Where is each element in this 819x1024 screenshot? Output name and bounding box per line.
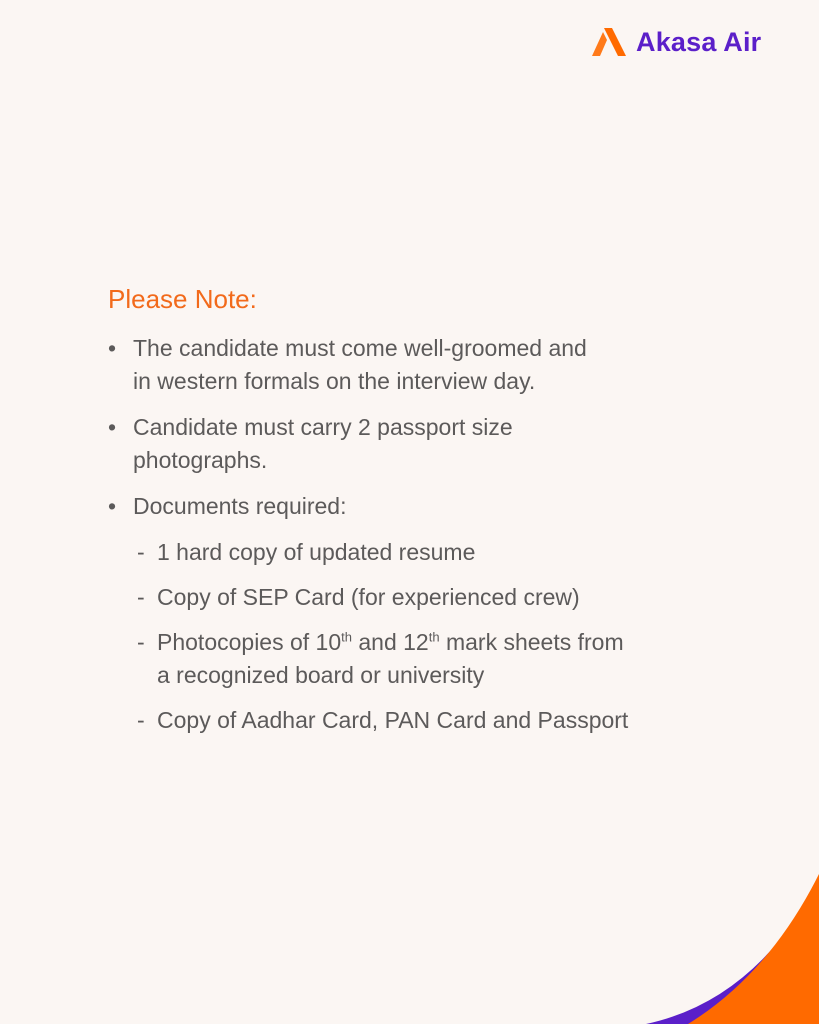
document-text: a recognized board or university	[157, 662, 485, 688]
dash: -	[137, 539, 145, 565]
notes-list	[108, 332, 748, 749]
document-text: Copy of SEP Card (for experienced crew)	[157, 584, 580, 610]
document-item	[108, 581, 748, 614]
dash: -	[137, 707, 145, 733]
document-text	[157, 626, 748, 659]
corner-swoosh-decoration	[619, 854, 819, 1024]
text: Photocopies of 10	[157, 629, 342, 655]
list-item	[108, 332, 748, 398]
list-item-text: • Documents required:	[133, 493, 347, 519]
page-title: Please Note:	[108, 284, 257, 314]
document-item	[108, 626, 748, 692]
list-item	[108, 490, 748, 523]
list-item-text: in western formals on the interview day.	[133, 368, 536, 394]
list-item-text: • Candidate must carry 2 passport size	[133, 414, 513, 440]
logo-text: Akasa Air	[636, 26, 762, 57]
text: and 12	[351, 629, 429, 655]
akasa-air-logo	[590, 26, 761, 58]
list-item	[108, 411, 748, 477]
list-item-text: • The candidate must come well-groomed and	[133, 335, 587, 361]
superscript: th	[341, 629, 352, 645]
list-item-text: photographs.	[133, 447, 268, 473]
text: mark sheets from	[439, 629, 624, 655]
document-text: Copy of Aadhar Card, PAN Card and Passport	[157, 707, 629, 733]
document-item	[108, 536, 748, 569]
akasa-logo-mark-icon	[590, 26, 626, 58]
dash: -	[137, 629, 145, 655]
document-text: 1 hard copy of updated resume	[157, 539, 476, 565]
dash: -	[137, 584, 145, 610]
document-item	[108, 704, 748, 737]
superscript: th	[428, 629, 440, 645]
